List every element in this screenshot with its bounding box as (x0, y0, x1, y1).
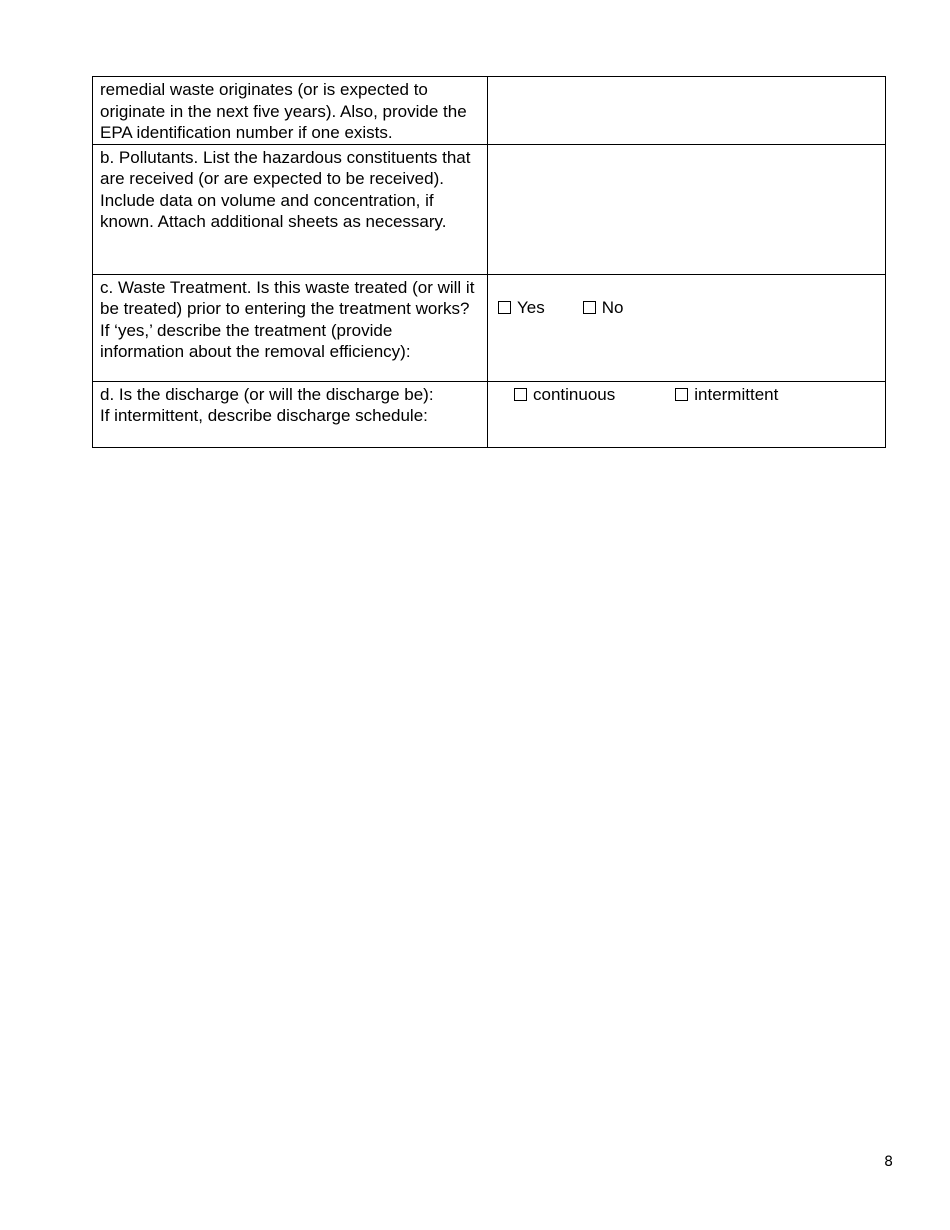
page-number: 8 (884, 1154, 893, 1170)
continuous-label: continuous (533, 384, 616, 404)
question-cell (93, 77, 488, 145)
intermittent-label: intermittent (694, 384, 779, 404)
question-cell (93, 274, 488, 381)
table-row-waste-treatment (93, 274, 886, 381)
yes-checkbox[interactable] (498, 301, 511, 314)
no-option[interactable] (583, 297, 624, 319)
pollutants-answer-field[interactable] (488, 144, 886, 274)
yes-no-choices (488, 275, 885, 319)
no-label: No (601, 297, 624, 317)
yes-option[interactable] (498, 297, 545, 319)
continuous-option[interactable] (514, 384, 615, 406)
pollutants-question: b. Pollutants. List the hazardous constituents that are received (or are expected to be received). Include data on volume and concentration, if known. Attach additional sheets as necessary. (100, 147, 471, 231)
waste-origin-answer-field[interactable] (488, 77, 886, 145)
waste-treatment-answer-cell (488, 274, 886, 381)
discharge-answer-cell (488, 381, 886, 447)
waste-origin-question: remedial waste originates (or is expected to originate in the next five years). Also, provide the EPA identification number if one exists. (100, 80, 467, 142)
question-cell (93, 144, 488, 274)
discharge-question: d. Is the discharge (or will the discharge be): If intermittent, describe discharge schedule: (100, 384, 434, 425)
yes-label: Yes (517, 297, 545, 317)
application-form-table (92, 76, 886, 448)
no-checkbox[interactable] (583, 301, 596, 314)
continuous-checkbox[interactable] (514, 388, 527, 401)
table-row-pollutants (93, 144, 886, 274)
intermittent-option[interactable] (675, 384, 778, 406)
table-row-waste-origin (93, 77, 886, 145)
waste-treatment-question: c. Waste Treatment. Is this waste treated (or will it be treated) prior to entering the treatment works? If ‘yes,’ describe the treatment (provide information about the removal efficiency): (100, 277, 475, 361)
question-cell (93, 381, 488, 447)
discharge-type-choices (488, 382, 885, 406)
table-row-discharge (93, 381, 886, 447)
intermittent-checkbox[interactable] (675, 388, 688, 401)
